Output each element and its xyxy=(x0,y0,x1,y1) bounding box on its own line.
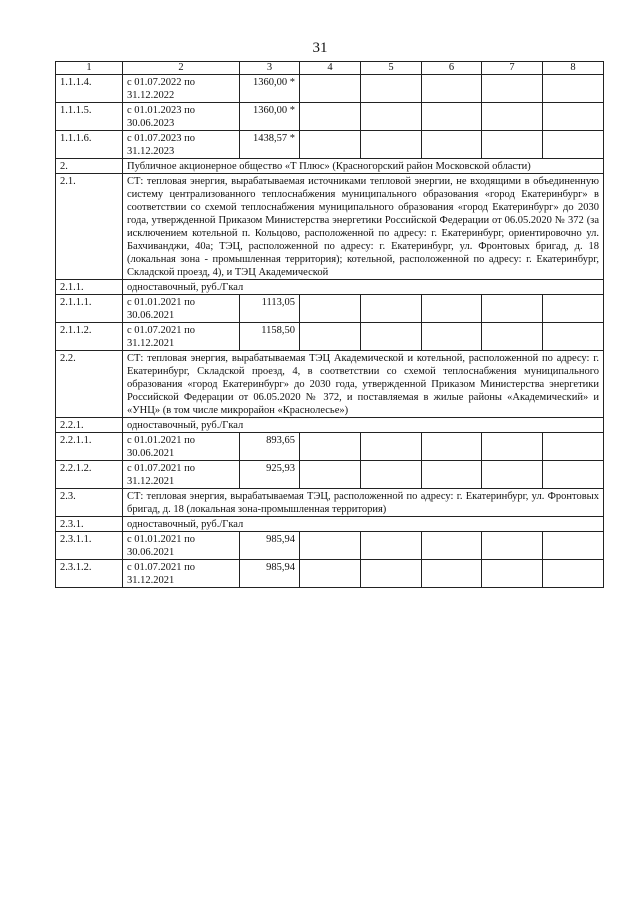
row-period: с 01.01.2021 по 30.06.2021 xyxy=(123,295,240,323)
empty-cell xyxy=(300,323,361,351)
row-code: 2.2.1.1. xyxy=(56,433,123,461)
empty-cell xyxy=(482,295,543,323)
row-description: одноставочный, руб./Гкал xyxy=(123,517,604,532)
empty-cell xyxy=(422,131,482,159)
row-code: 2.3.1.2. xyxy=(56,560,123,588)
table-row xyxy=(56,159,604,174)
row-code: 2.2.1. xyxy=(56,418,123,433)
row-description: СТ: тепловая энергия, вырабатываемая ТЭЦ, расположенной по адресу: г. Екатеринбург, ул. Фронтовых бригад, д. 18 (локальная зона-промышленная территория) xyxy=(123,489,604,517)
row-period: с 01.07.2021 по 31.12.2021 xyxy=(123,461,240,489)
row-tariff-value: 1113,05 xyxy=(240,295,300,323)
row-description: одноставочный, руб./Гкал xyxy=(123,280,604,295)
empty-cell xyxy=(361,323,422,351)
column-header: 2 xyxy=(123,62,240,75)
empty-cell xyxy=(422,461,482,489)
table-body xyxy=(56,75,604,588)
row-code: 2.3. xyxy=(56,489,123,517)
table-row xyxy=(56,532,604,560)
column-header: 4 xyxy=(300,62,361,75)
column-header: 5 xyxy=(361,62,422,75)
table-row xyxy=(56,489,604,517)
row-code: 2.2.1.2. xyxy=(56,461,123,489)
empty-cell xyxy=(422,433,482,461)
row-period: с 01.07.2021 по 31.12.2021 xyxy=(123,323,240,351)
page-number: 31 xyxy=(312,40,328,56)
column-header: 7 xyxy=(482,62,543,75)
row-period: с 01.07.2022 по 31.12.2022 xyxy=(123,75,240,103)
table-row xyxy=(56,295,604,323)
table-row xyxy=(56,418,604,433)
empty-cell xyxy=(482,131,543,159)
table-row xyxy=(56,461,604,489)
row-code: 2.1.1. xyxy=(56,280,123,295)
row-tariff-value: 1360,00 * xyxy=(240,103,300,131)
row-code: 2.1.1.1. xyxy=(56,295,123,323)
empty-cell xyxy=(300,560,361,588)
empty-cell xyxy=(361,75,422,103)
table-row xyxy=(56,323,604,351)
empty-cell xyxy=(361,433,422,461)
row-description: Публичное акционерное общество «Т Плюс» (Красногорский район Московской области) xyxy=(123,159,604,174)
empty-cell xyxy=(543,75,604,103)
header-row xyxy=(56,62,604,75)
empty-cell xyxy=(361,532,422,560)
row-code: 2.2. xyxy=(56,351,123,418)
empty-cell xyxy=(482,461,543,489)
table-row xyxy=(56,517,604,532)
column-header: 8 xyxy=(543,62,604,75)
row-description: СТ: тепловая энергия, вырабатываемая ТЭЦ Академической и котельной, расположенной по адресу: г. Екатеринбург, Складской проезд, 4, в соответствии со схемой теплоснабжения муниципального образования «город Екатеринбург» до 2030 года, утвержденной Приказом Министерства энергетики Российской Федерации от 06.05.2020 № 372, и поставляемая в жилые районы «Академический» и «УНЦ» (в том числе микрорайон «Краснолесье») xyxy=(123,351,604,418)
empty-cell xyxy=(361,103,422,131)
row-code: 2.3.1.1. xyxy=(56,532,123,560)
table-row xyxy=(56,560,604,588)
row-period: с 01.01.2021 по 30.06.2021 xyxy=(123,433,240,461)
row-code: 1.1.1.5. xyxy=(56,103,123,131)
empty-cell xyxy=(422,295,482,323)
row-code: 1.1.1.6. xyxy=(56,131,123,159)
row-tariff-value: 1438,57 * xyxy=(240,131,300,159)
table-row xyxy=(56,280,604,295)
empty-cell xyxy=(361,131,422,159)
empty-cell xyxy=(543,103,604,131)
empty-cell xyxy=(482,532,543,560)
table-header xyxy=(56,62,604,75)
empty-cell xyxy=(482,560,543,588)
row-period: с 01.01.2021 по 30.06.2021 xyxy=(123,532,240,560)
table-row xyxy=(56,174,604,280)
empty-cell xyxy=(300,532,361,560)
row-period: с 01.07.2021 по 31.12.2021 xyxy=(123,560,240,588)
row-tariff-value: 985,94 xyxy=(240,532,300,560)
row-tariff-value: 925,93 xyxy=(240,461,300,489)
row-code: 2.3.1. xyxy=(56,517,123,532)
empty-cell xyxy=(361,295,422,323)
row-tariff-value: 985,94 xyxy=(240,560,300,588)
tariff-table xyxy=(55,61,604,588)
row-description: СТ: тепловая энергия, вырабатываемая источниками тепловой энергии, не входящими в объединенную систему централизованного теплоснабжения муниципального образования «город Екатеринбург» в соответствии со схемой теплоснабжения муниципального образования «город Екатеринбург» до 2030 года, утвержденной Приказом Министерства энергетики Российской Федерации от 06.05.2020 № 372 (за исключением котельной п. Кольцово, расположенной по адресу: г. Екатеринбург, ориентировочно ул. Бахчиванджи, 40а; ТЭЦ, расположенной по адресу: г. Екатеринбург, ул. Фронтовых бригад, д. 18 (локальная зона - промышленная территория); котельной, расположенной по адресу: г. Екатеринбург, Складской проезд, 4), и ТЭЦ Академической xyxy=(123,174,604,280)
empty-cell xyxy=(482,75,543,103)
empty-cell xyxy=(543,295,604,323)
row-code: 1.1.1.4. xyxy=(56,75,123,103)
row-tariff-value: 893,65 xyxy=(240,433,300,461)
empty-cell xyxy=(422,75,482,103)
empty-cell xyxy=(422,323,482,351)
empty-cell xyxy=(482,323,543,351)
empty-cell xyxy=(361,461,422,489)
empty-cell xyxy=(300,103,361,131)
empty-cell xyxy=(361,560,422,588)
table-row xyxy=(56,433,604,461)
empty-cell xyxy=(422,103,482,131)
row-period: с 01.07.2023 по 31.12.2023 xyxy=(123,131,240,159)
empty-cell xyxy=(482,103,543,131)
column-header: 3 xyxy=(240,62,300,75)
column-header: 1 xyxy=(56,62,123,75)
row-description: одноставочный, руб./Гкал xyxy=(123,418,604,433)
row-tariff-value: 1360,00 * xyxy=(240,75,300,103)
row-tariff-value: 1158,50 xyxy=(240,323,300,351)
table-row xyxy=(56,131,604,159)
column-header: 6 xyxy=(422,62,482,75)
empty-cell xyxy=(300,131,361,159)
row-code: 2. xyxy=(56,159,123,174)
empty-cell xyxy=(543,131,604,159)
table-row xyxy=(56,103,604,131)
empty-cell xyxy=(543,433,604,461)
table-row xyxy=(56,75,604,103)
empty-cell xyxy=(300,461,361,489)
empty-cell xyxy=(300,433,361,461)
empty-cell xyxy=(543,560,604,588)
row-code: 2.1. xyxy=(56,174,123,280)
empty-cell xyxy=(482,433,543,461)
empty-cell xyxy=(543,461,604,489)
empty-cell xyxy=(422,560,482,588)
row-period: с 01.01.2023 по 30.06.2023 xyxy=(123,103,240,131)
empty-cell xyxy=(543,532,604,560)
empty-cell xyxy=(300,295,361,323)
empty-cell xyxy=(543,323,604,351)
empty-cell xyxy=(422,532,482,560)
row-code: 2.1.1.2. xyxy=(56,323,123,351)
empty-cell xyxy=(300,75,361,103)
table-row xyxy=(56,351,604,418)
